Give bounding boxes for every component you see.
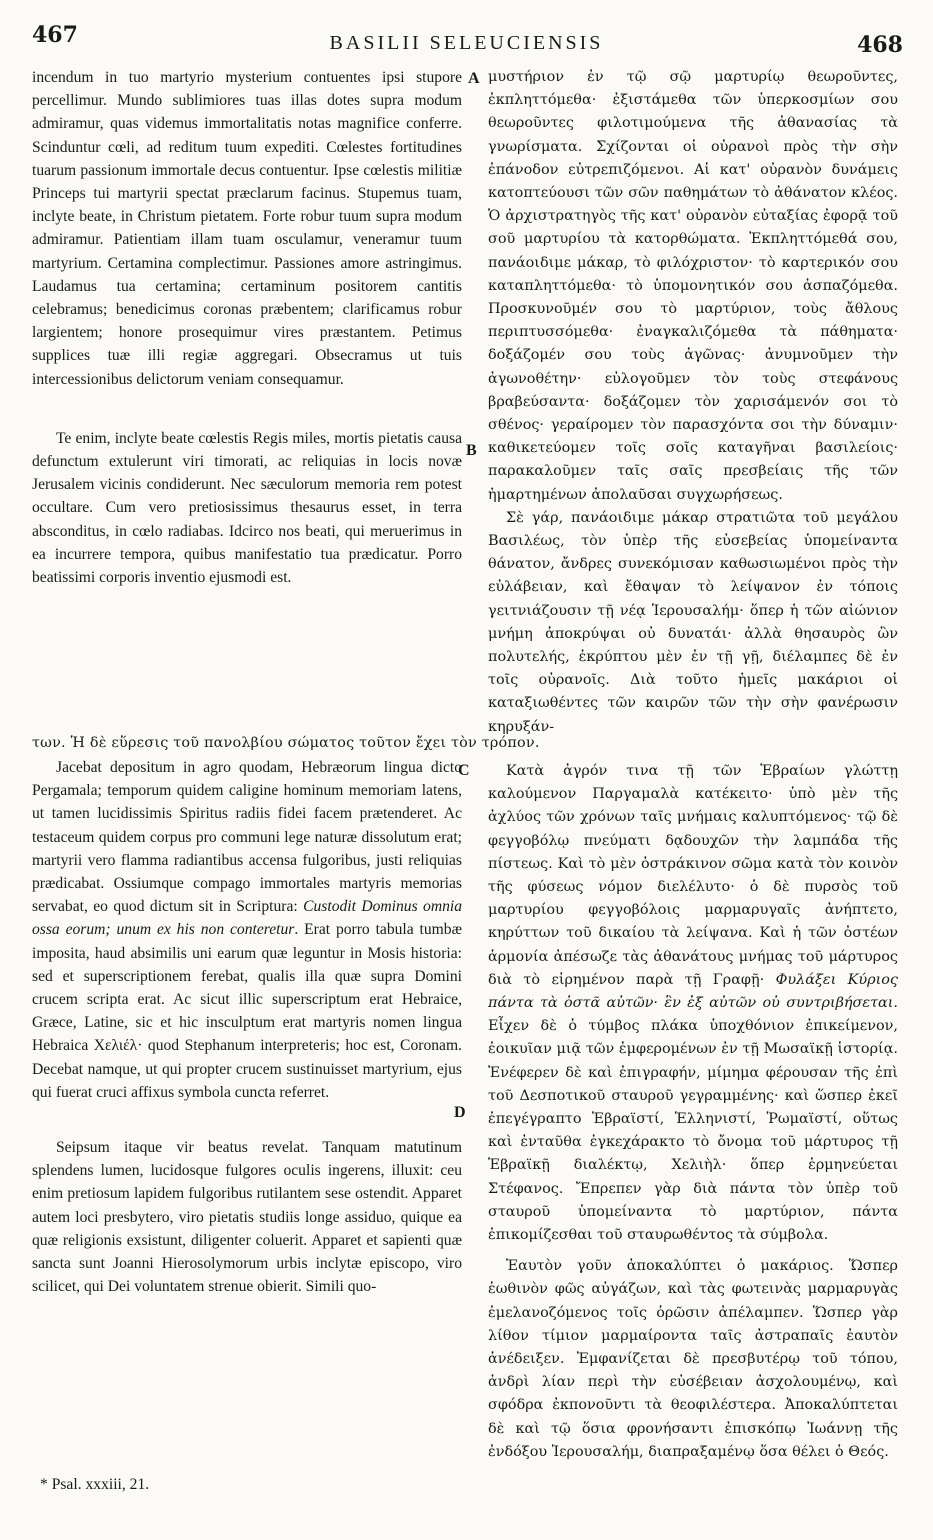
page-header: [0, 22, 933, 62]
latin-paragraph-2: Te enim, inclyte beate cœlestis Regis miles, mortis pietatis causa defunctum extulerunt viri timorati, ac reliquias in locis novæ Jerusalem vicinis condiderunt. Nec sæculorum memoria rem potest occultare. Cum vero pretiosissimus thesaurus esset, in terra absconditus, in cœlo radiabas. Idcirco nos beati, qui meruerimus in ea incurrere tempora, quibus manifestatio tua prædicatur. Porro beatissimi corporis inventio ejusmodi est.: [32, 429, 462, 587]
greek-spanning-line: των. Ἡ δὲ εὕρεσις τοῦ πανολβίου σώματος τοῦτον ἔχει τὸν τρόπον.: [32, 735, 540, 751]
latin-column-lower: [32, 756, 462, 1298]
greek-column: [488, 66, 898, 739]
greek-paragraph-3: [488, 760, 898, 1247]
latin-paragraph-3-a: Jacebat depositum in agro quodam, Hebræorum lingua dicto Pergamala; temporum quidem caligine hominum memoriam latens, ut tamen lucidissimis Spiritus radiis fidei facem prætenderet. Ac testaceum quidem corpus pro communi lege naturæ dissolutum erat; martyrii vero flamma radiantibus accensa fulgoribus, justi reliquias prædicabat. Ossiumque compago immortales martyris memorias servabat, eo quod dictum sit in Scriptura:: [32, 759, 462, 916]
greek-paragraph-2: Σὲ γάρ, πανάοιδιμε μάκαρ στρατιῶτα τοῦ μεγάλου Βασιλέως, τὸν ὑπὲρ τῆς εὐσεβείας ὑπομείναντα θάνατον, ἄνδρες συνεκόμισαν καθωσιωμένοι πρὸς τὴν εὐλάβειαν, καὶ ἔθαψαν τὸ λείψανον ἐν τόποις γειτνιάζουσιν τῇ νέᾳ Ἱερουσαλήμ· ὅπερ ἡ τῶν αἰώνιον μνήμη ἀποκρύψαι οὐ δυνατάι· ἀλλὰ θησαυρὸς ὢν πολυτελής, ἐκρύπτου μὲν ἐν τῇ γῇ, διέλαμπες δὲ ἐν τοῖς οὐρανοῖς. Διὰ τοῦτο ἡμεῖς μακάριοι οἱ καταξιωθέντες τῶν καιρῶν τῶν τὴν σὴν φανέρωσιν κηρυξάν-: [488, 509, 898, 735]
scripture-quote-latin: Custodit Dominus omnia ossa eorum; unum ex his non conteretur: [32, 898, 463, 939]
latin-paragraph-3: [32, 756, 462, 1104]
footnote: * Psal. xxxiii, 21.: [40, 1476, 150, 1493]
latin-column: [32, 66, 462, 589]
greek-column-lower: [488, 760, 898, 1464]
greek-paragraph-4: Ἑαυτὸν γοῦν ἀποκαλύπτει ὁ μακάριος. Ὥσπερ ἑωθινὸν φῶς αὐγάζων, καὶ τὰς φωτεινὰς μαρμαρυγὰς ἐμελανοζόμενος τοῖς ὁρῶσιν ἀπέλαμπεν. Ὥσπερ γὰρ λίθον τίμιον μαρμαίροντα ταῖς ἀστραπαῖς ἑαυτὸν ἀνέδειξεν. Ἐμφανίζεται δὲ πρεσβυτέρῳ τοῦ τόπου, ἀνδρὶ λίαν περὶ τὴν εὐσέβειαν ἀσχολουμένῳ, καὶ σφόδρα ἐκπονοῦντι τὰ θεοφιλέστερα. Ἀποκαλύπτεται δὲ καὶ τῷ ὅσια φρονήσαντι ἐπισκόπῳ Ἰωάννῃ τῆς ἐνδόξου Ἱερουσαλήμ, διαπραξαμένῳ ὅσα θέλει ὁ Θεός.: [488, 1258, 898, 1460]
margin-marker-d: D: [454, 1104, 466, 1121]
running-title: BASILII SELEUCIENSIS: [329, 32, 604, 54]
greek-paragraph-3-a: Κατὰ ἀγρόν τινα τῇ τῶν Ἑβραίων γλώττῃ καλούμενον Παργαμαλὰ κατέκειτο· ὑπὸ μὲν τῆς ἀχλύος τῶν χρόνων ταῖς μνήμαις καλυπτόμενος· τῷ δὲ φεγγοβόλῳ πνεύματι δᾳδουχῶν τὴν λαμπάδα τῆς πίστεως. Καὶ τὸ μὲν ὀστράκινον σῶμα κατὰ τὸν κοινὸν τῆς φύσεως νόμον διελέλυτο· ὁ δὲ πυρσὸς τοῦ μαρτυρίου φεγγοβόλοις μαρμαρυγαῖς ἀνήπτετο, κηρύττων τοῦ δικαίου τὰ λείψανα. Καὶ ἡ τῶν ὀστέων ἁρμονία ἀπέσωζε τὰς ἀθανάτους μνήμας τοῦ μάρτυρος διὰ τὸ εἰρημένον παρὰ τῇ Γραφῇ·: [488, 763, 898, 988]
greek-paragraph-3-b: Εἶχεν δὲ ὁ τύμβος πλάκα ὑποχθόνιον ἐπικείμενον, ἐοικυῖαν μιᾷ τῶν ἐμφερομένων ἐν τῇ Μωσαϊκῇ ἱστορίᾳ. Ἐνέφερεν δὲ καὶ ἐπιγραφήν, μίμημα φέρουσαν τῆς ἐπὶ τοῦ Δεσποτικοῦ σταυροῦ γεγραμμένης· καὶ ὥσπερ ἐκεῖ ἐπεγέγραπτο Ἑβραϊστί, Ἑλληνιστί, Ῥωμαϊστί, οὕτως καὶ ἐνταῦθα ἐγκεχάρακτο τὸ ὄνομα τοῦ μάρτυρος τῇ Ἑβραϊκῇ διαλέκτῳ, Χελιὴλ· ὅπερ ἑρμηνεύεται Στέφανος. Ἔπρεπεν γὰρ διὰ πάντα τὸν ὑπὲρ τοῦ σταυροῦ ὑπομείναντα τὸ μαρτύριον, πάντα ἐπικομίζεσθαι τοῦ σταυρωθέντος τὰ σύμβολα.: [488, 1018, 898, 1244]
latin-paragraph-1: incendum in tuo martyrio mysterium contuentes ipsi stupore percellimur. Mundo sublimiores tuas illas dotes supra modum admiramur, quas videmus immortalitatis notas magnifice conferre. Scinduntur cœli, ad reditum tuum expediti. Cœlestes fortitudines tuarum passionum immortale decus contuentur. Ipse cœlestis militiæ Princeps tui martyrii spectat præclarum facinus. Stupemus tuam, inclyte beate, in Christum pietatem. Forte robur tuum supra modum admiramur. Patientiam illam tuam osculamur, veneramur tuum martyrium. Certamina complectimur. Passiones amore astringimus. Laudamus tua certamina; certaminum positorem cantitis celebramus; benedicimus coronas præbentem; clarificamus robur largientem; honore prosequimur vires præstantem. Petimus supplices tuæ illi regiæ aggregari. Obsecramus ut tuis intercessionibus delictorum veniam consequamur.: [32, 69, 462, 388]
scripture-quote-greek: Φυλάξει Κύριος πάντα τὰ ὀστᾶ αὐτῶν· ἓν ἐξ αὐτῶν οὐ συντριβήσεται.: [488, 971, 898, 1012]
margin-marker-a: A: [468, 70, 480, 87]
margin-marker-c: C: [458, 762, 470, 779]
margin-marker-b: B: [466, 442, 477, 459]
page-number-left: 467: [32, 22, 78, 48]
latin-paragraph-4: Seipsum itaque vir beatus revelat. Tanquam matutinum splendens lumen, lucidosque fulgores oculis ingerens, illuxit: ceu enim pretiosum lapidem fulgoribus rutilantem sese ostendit. Apparet autem loci presbytero, viro pietatis studiis longe assiduo, quique ea quæ religionis exsistunt, diligenter coluerit. Apparet et sapienti quæ sancta sunt Joanni Hierosolymorum urbis inclytæ episcopo, viro scilicet, qui Dei voluntatem strenue obierit. Simili quo-: [32, 1139, 462, 1296]
greek-paragraph-1: μυστήριον ἐν τῷ σῷ μαρτυρίῳ θεωροῦντες, ἐκπληττόμεθα· ἐξιστάμεθα τῶν ὑπερκοσμίων σου θεωροῦντες φιλοτιμούμενα τῆς ἀθανασίας τὰ γνωρίσματα. Σχίζονται οἱ οὐρανοὶ πρὸς τὴν σὴν ἐπάνοδον εὐτρεπιζόμενοι. Αἱ κατ' οὐρανὸν δυνάμεις κατοπτεύουσι τῶν σῶν παθημάτων τὸ ἀθάνατον κλέος. Ὁ ἀρχιστρατηγὸς τῆς κατ' οὐρανὸν εὐταξίας ἐφορᾷ τοῦ σοῦ μαρτυρίου τὰ κατορθώματα. Ἐκπληττόμεθά σου, πανάοιδιμε μάκαρ, τὸ φιλόχριστον· τὸ καρτερικόν σου καταπληττόμεθα· τὸ ὑπομονητικόν σου ἀσπαζόμεθα. Προσκυνοῦμέν σου τὸ μαρτύριον, τοὺς ἄθλους περιπτυσσόμεθα· ἐναγκαλιζόμεθα τὰ πάθηματα· δοξάζομέν σου τοὺς ἀγῶνας· ἀνυμνοῦμεν τὴν ἀγωνοθέτην· εὐλογοῦμεν τὸν τοὺς στεφάνους βραβεύσαντα· δοξάζομεν τὸν χαρισάμενόν σοι τὸ σθένος· γεραίρομεν τὸν παρασχόντα σοι τὴν δύναμιν· καθικετεύομεν τοῖς σοῖς καταγῆναι βασιλείοις· παρακαλοῦμεν ταῖς σαῖς πρεσβείαις τῆς τῶν ἡμαρτημένων ἀπολαῦσαι συγχωρήσεως.: [488, 69, 898, 503]
page-number-right: 468: [857, 32, 903, 58]
latin-paragraph-3-b: . Erat porro tabula tumbæ imposita, haud absimilis uni earum quæ leguntur in Mosis historia: sed et superscriptionem ferebat, qualis illa quæ supra Domini crucem scripta erat. Ac sicut illic superscriptum erat Hebraice, Græce, Latine, sic et hic insculptum erat martyris nomen lingua Hebraica Χελιέλ· quod Stephanum interpreteris; hoc est, Coronam. Decebat namque, ut qui propter crucem sustinuisset martyrium, ejus qui fuerat cruci affixus symbola cuncta referret.: [32, 921, 462, 1101]
